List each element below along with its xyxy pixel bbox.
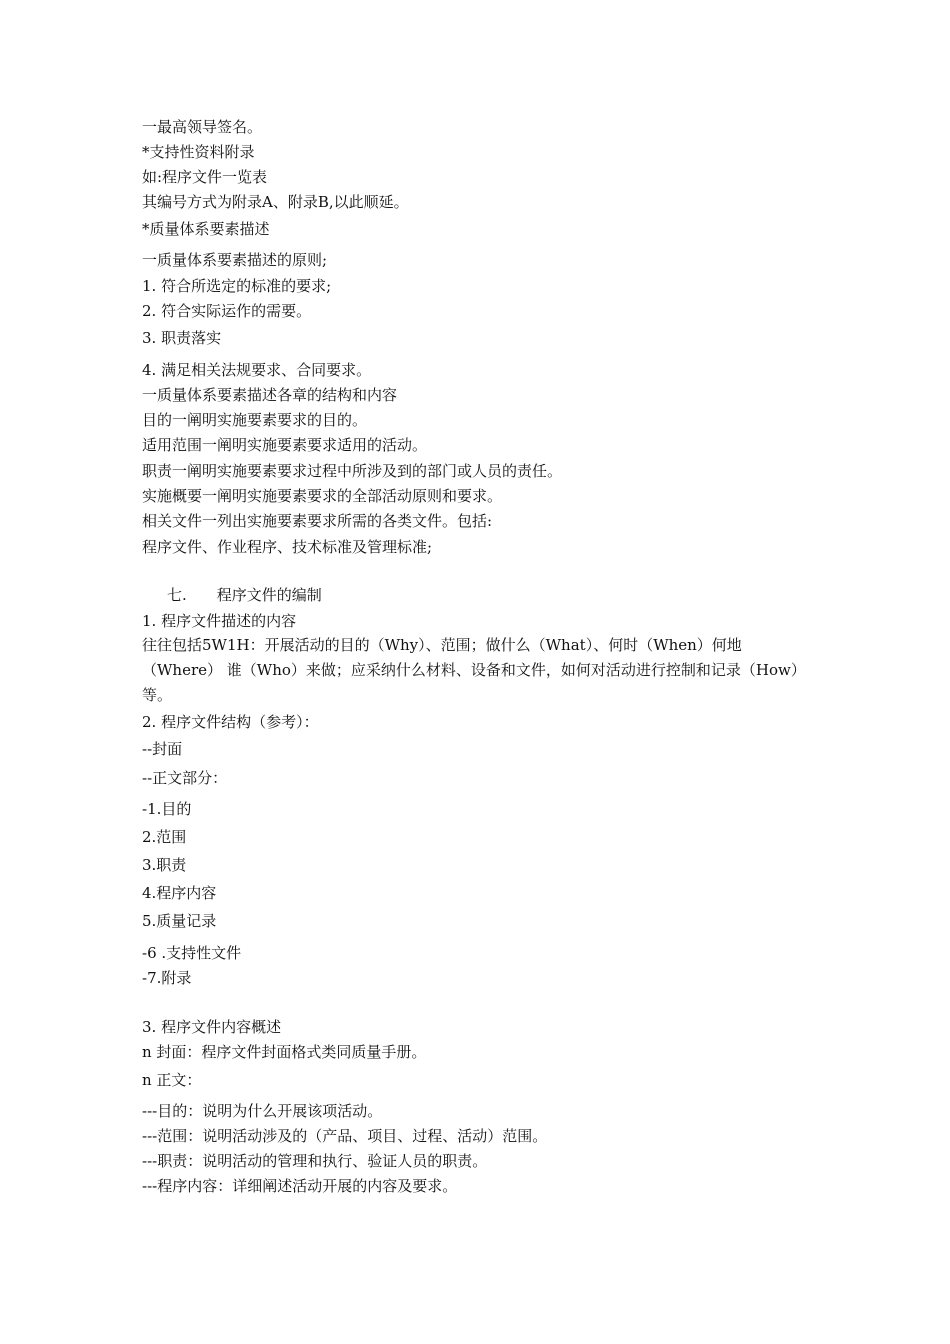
text-line: 如:程序文件一览表 xyxy=(142,168,268,186)
text-line: n 正文： xyxy=(142,1071,202,1089)
text-line: 一质量体系要素描述各章的结构和内容 xyxy=(142,386,398,404)
text-line: 4. 满足相关法规要求、合同要求。 xyxy=(142,361,372,379)
text-line: -7.附录 xyxy=(142,969,192,987)
text-line: --正文部分： xyxy=(142,769,228,787)
text-line: 目的一阐明实施要素要求的目的。 xyxy=(142,411,368,429)
section-heading: 七. 程序文件的编制 xyxy=(167,586,322,604)
text-line: 5.质量记录 xyxy=(142,912,217,930)
text-line: -1.目的 xyxy=(142,800,192,818)
text-line: 1. 程序文件描述的内容 xyxy=(142,612,297,630)
text-line: 2.范围 xyxy=(142,828,187,846)
text-line: 1. 符合所选定的标准的要求; xyxy=(142,277,332,295)
text-line: 3. 程序文件内容概述 xyxy=(142,1018,282,1036)
text-line: 4.程序内容 xyxy=(142,884,217,902)
text-line: 职责一阐明实施要素要求过程中所涉及到的部门或人员的责任。 xyxy=(142,462,563,480)
text-line: 实施概要一阐明实施要素要求的全部活动原则和要求。 xyxy=(142,487,503,505)
text-line: 一质量体系要素描述的原则; xyxy=(142,251,328,269)
text-line: 相关文件一列出实施要素要求所需的各类文件。包括: xyxy=(142,512,493,530)
text-line: *支持性资料附录 xyxy=(142,143,255,161)
paragraph: 往往包括5W1H：开展活动的目的（Why）、范围；做什么（What）、何时（When）何地（Where） 谁（Who）来做；应采纳什么材料、设备和文件，如何对活动进行控制和记录（How）等。 xyxy=(142,636,806,704)
text-line: 2. 程序文件结构（参考）： xyxy=(142,713,319,731)
text-line: ---范围：说明活动涉及的（产品、项目、过程、活动）范围。 xyxy=(142,1127,548,1145)
text-line: 其编号方式为附录A、附录B,以此顺延。 xyxy=(142,193,409,211)
text-line: n 封面：程序文件封面格式类同质量手册。 xyxy=(142,1043,427,1061)
text-line: -6 .支持性文件 xyxy=(142,944,242,962)
text-line: ---职责：说明活动的管理和执行、验证人员的职责。 xyxy=(142,1152,488,1170)
text-line: ---程序内容：详细阐述活动开展的内容及要求。 xyxy=(142,1177,458,1195)
text-line: 程序文件、作业程序、技术标准及管理标准; xyxy=(142,538,433,556)
text-line: 一最高领导签名。 xyxy=(142,118,263,136)
text-line: 适用范围一阐明实施要素要求适用的活动。 xyxy=(142,436,428,454)
text-line: 2. 符合实际运作的需要。 xyxy=(142,302,312,320)
text-line: --封面 xyxy=(142,740,183,758)
text-line: *质量体系要素描述 xyxy=(142,220,270,238)
text-line: ---目的：说明为什么开展该项活动。 xyxy=(142,1102,383,1120)
text-line: 3.职责 xyxy=(142,856,187,874)
text-line: 3. 职责落实 xyxy=(142,329,222,347)
